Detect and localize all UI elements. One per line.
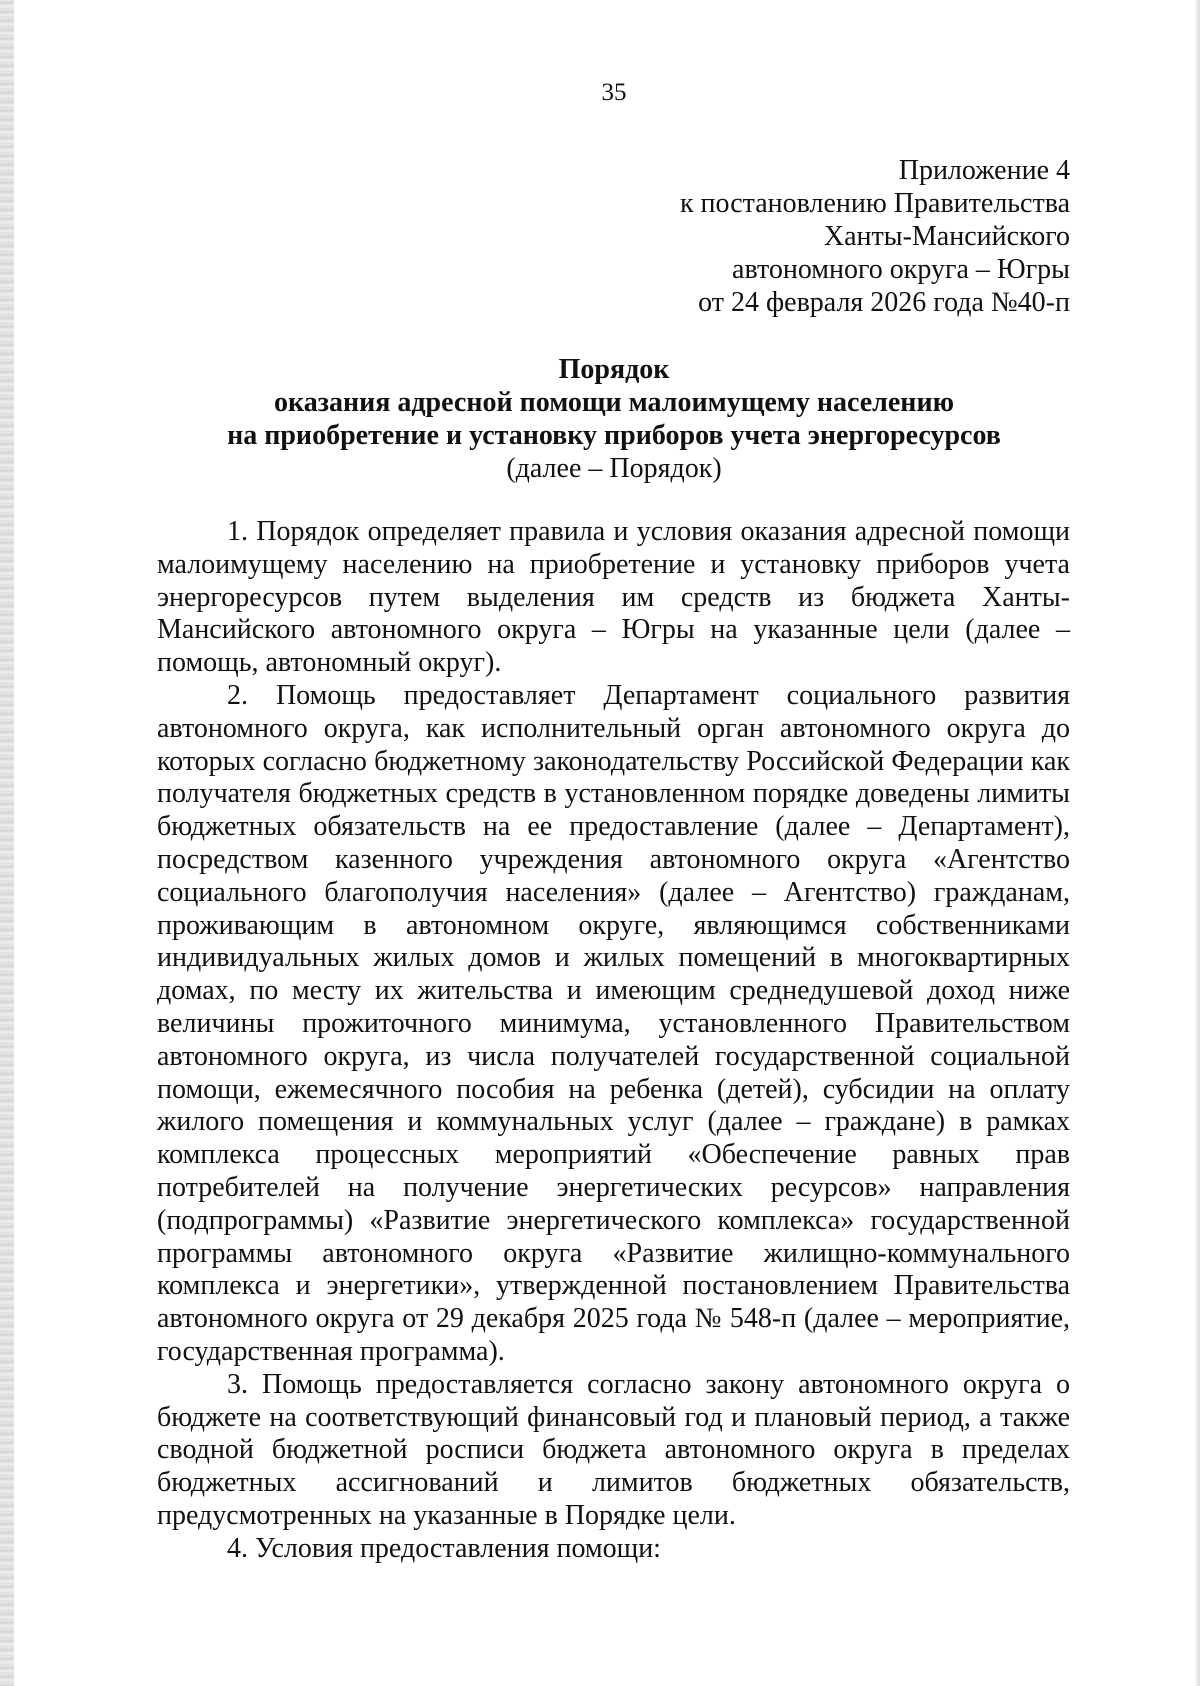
annex-line: от 24 февраля 2026 года №40-п [698,287,1070,318]
scan-edge-right [1194,0,1200,1686]
page-number: 35 [601,79,627,106]
scan-edge-left [0,0,14,1686]
annex-line: автономного округа – Югры [732,254,1070,285]
annex-line: Приложение 4 [898,155,1070,186]
paragraph-1: 1. Порядок определяет правила и условия оказания адресной помощи малоимущему населению на приобретение и установку приборов учета энергоресурсов путем выделения им средств из бюджета Ханты-Мансийского автономного округа – Югры на указанные цели (далее – помощь, автономный округ). [157,516,1070,679]
annex-line: к постановлению Правительства [679,188,1070,219]
document-body [157,516,1070,1566]
document-title [0,353,1200,485]
title-note: (далее – Порядок) [506,453,722,484]
title-line: на приобретение и установку приборов учета энергоресурсов [227,420,1001,451]
annex-block [680,154,1070,319]
annex-line: Ханты-Мансийского [823,221,1070,252]
title-line: оказания адресной помощи малоимущему населению [274,387,954,418]
paragraph-4: 4. Условия предоставления помощи: [227,1532,661,1564]
paragraph-2: 2. Помощь предоставляет Департамент социального развития автономного округа, как исполнительный орган автономного округа до которых согласно бюджетному законодательству Российской Федерации как получателя бюджетных средств в установленном порядке доведены лимиты бюджетных обязательств на ее предоставление (далее – Департамент), посредством казенного учреждения автономного округа «Агентство социального благополучия населения» (далее – Агентство) гражданам, проживающим в автономном округе, являющимся собственниками индивидуальных жилых домов и жилых помещений в многоквартирных домах, по месту их жительства и имеющим среднедушевой доход ниже величины прожиточного минимума, установленного Правительством автономного округа, из числа получателей государственной социальной помощи, ежемесячного пособия на ребенка (детей), субсидии на оплату жилого помещения и коммунальных услуг (далее – граждане) в рамках комплекса процессных мероприятий «Обеспечение равных прав потребителей на получение энергетических ресурсов» направления (подпрограммы) «Развитие энергетического комплекса» государственной программы автономного округа «Развитие жилищно-коммунального комплекса и энергетики», утвержденной постановлением Правительства автономного округа от 29 декабря 2025 года № 548-п (далее – мероприятие, государственная программа). [157,679,1070,1367]
title-heading: Порядок [558,354,670,385]
paragraph-3: 3. Помощь предоставляется согласно закону автономного округа о бюджете на соответствующий финансовый год и плановый период, а также сводной бюджетной росписи бюджета автономного округа в пределах бюджетных ассигнований и лимитов бюджетных обязательств, предусмотренных на указанные в Порядке цели. [157,1368,1070,1531]
